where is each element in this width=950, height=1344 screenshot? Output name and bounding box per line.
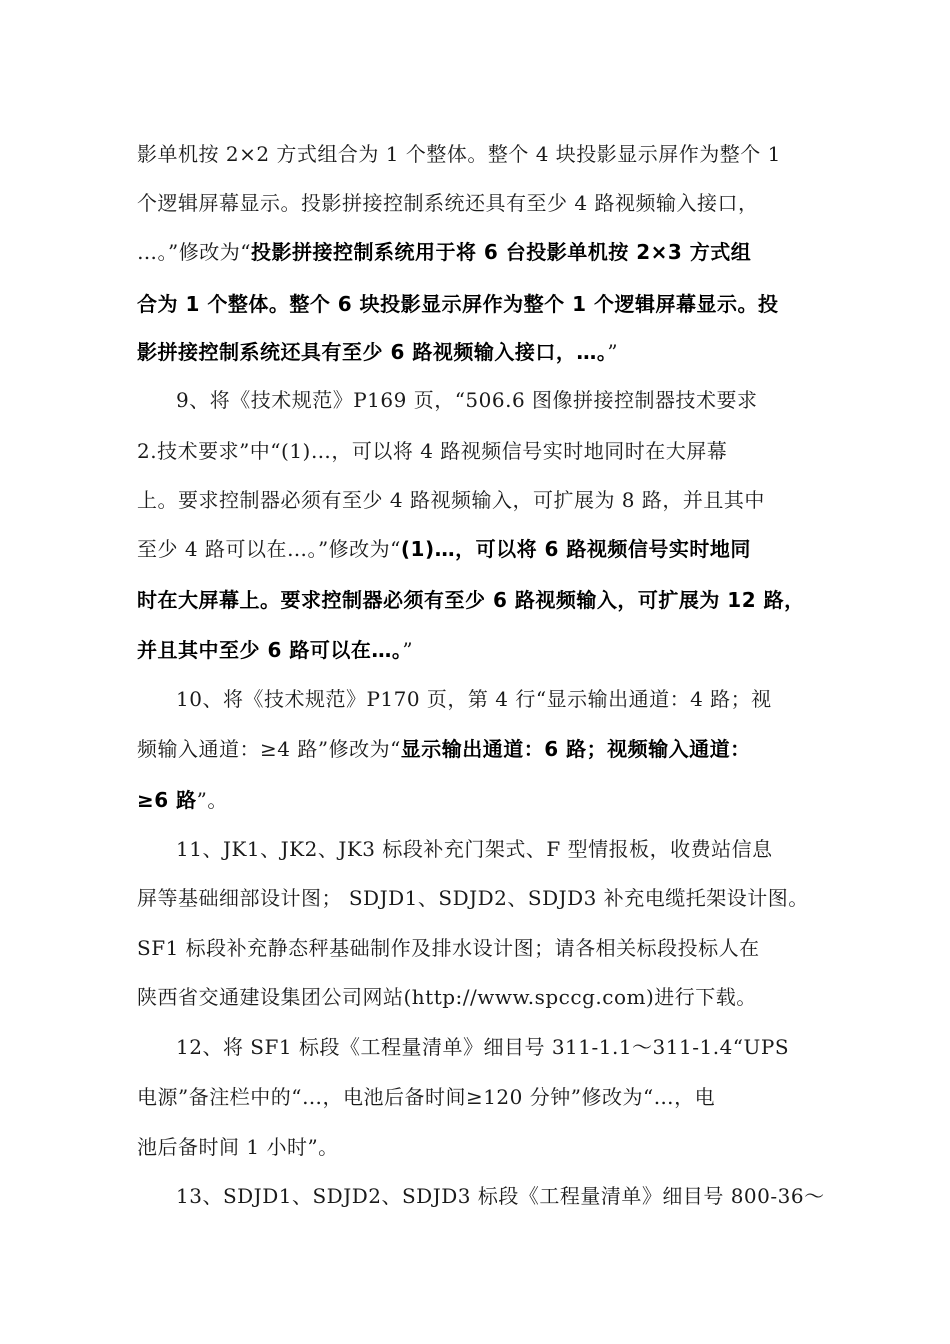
text-line: 并且其中至少 6 路可以在…。” (137, 638, 414, 662)
text-line: 影单机按 2×2 方式组合为 1 个整体。整个 4 块投影显示屏作为整个 1 (137, 142, 781, 166)
text-line: 2.技术要求”中“(1)…，可以将 4 路视频信号实时地同时在大屏幕 (137, 439, 728, 463)
paragraph-11-start: 11、JK1、JK2、JK3 标段补充门架式、F 型情报板，收费站信息 (176, 837, 773, 861)
text-line: …。”修改为“投影拼接控制系统用于将 6 台投影单机按 2×3 方式组 (137, 240, 752, 264)
text-line: 屏等基础细部设计图； SDJD1、SDJD2、SDJD3 补充电缆托架设计图。 (137, 886, 809, 910)
text-line: 频输入通道：≥4 路”修改为“显示输出通道：6 路；视频输入通道： (137, 737, 751, 761)
text-line: 至少 4 路可以在…。”修改为“(1)…，可以将 6 路视频信号实时地同 (137, 537, 751, 561)
paragraph-10-start: 10、将《技术规范》P170 页，第 4 行“显示输出通道：4 路；视 (176, 687, 772, 711)
text-line: 陕西省交通建设集团公司网站(http://www.spccg.com)进行下载。 (137, 985, 757, 1009)
text-line: 时在大屏幕上。要求控制器必须有至少 6 路视频输入，可扩展为 12 路， (137, 588, 805, 612)
text-line: 合为 1 个整体。整个 6 块投影显示屏作为整个 1 个逻辑屏幕显示。投 (137, 292, 779, 316)
paragraph-13-start: 13、SDJD1、SDJD2、SDJD3 标段《工程量清单》细目号 800-36～ (176, 1184, 825, 1208)
text-line: 上。要求控制器必须有至少 4 路视频输入，可扩展为 8 路，并且其中 (137, 488, 765, 512)
text-line: 池后备时间 1 小时”。 (137, 1135, 339, 1159)
text-line: 电源”备注栏中的“…，电池后备时间≥120 分钟”修改为“…，电 (137, 1085, 716, 1109)
text-line: ≥6 路”。 (137, 788, 228, 812)
text-line: 影拼接控制系统还具有至少 6 路视频输入接口，…。” (137, 340, 619, 364)
paragraph-12-start: 12、将 SF1 标段《工程量清单》细目号 311-1.1～311-1.4“UPS (176, 1035, 790, 1059)
text-line: 个逻辑屏幕显示。投影拼接控制系统还具有至少 4 路视频输入接口， (137, 191, 759, 215)
text-line: SF1 标段补充静态秤基础制作及排水设计图；请各相关标段投标人在 (137, 936, 760, 960)
paragraph-9-start: 9、将《技术规范》P169 页，“506.6 图像拼接控制器技术要求 (176, 388, 758, 412)
